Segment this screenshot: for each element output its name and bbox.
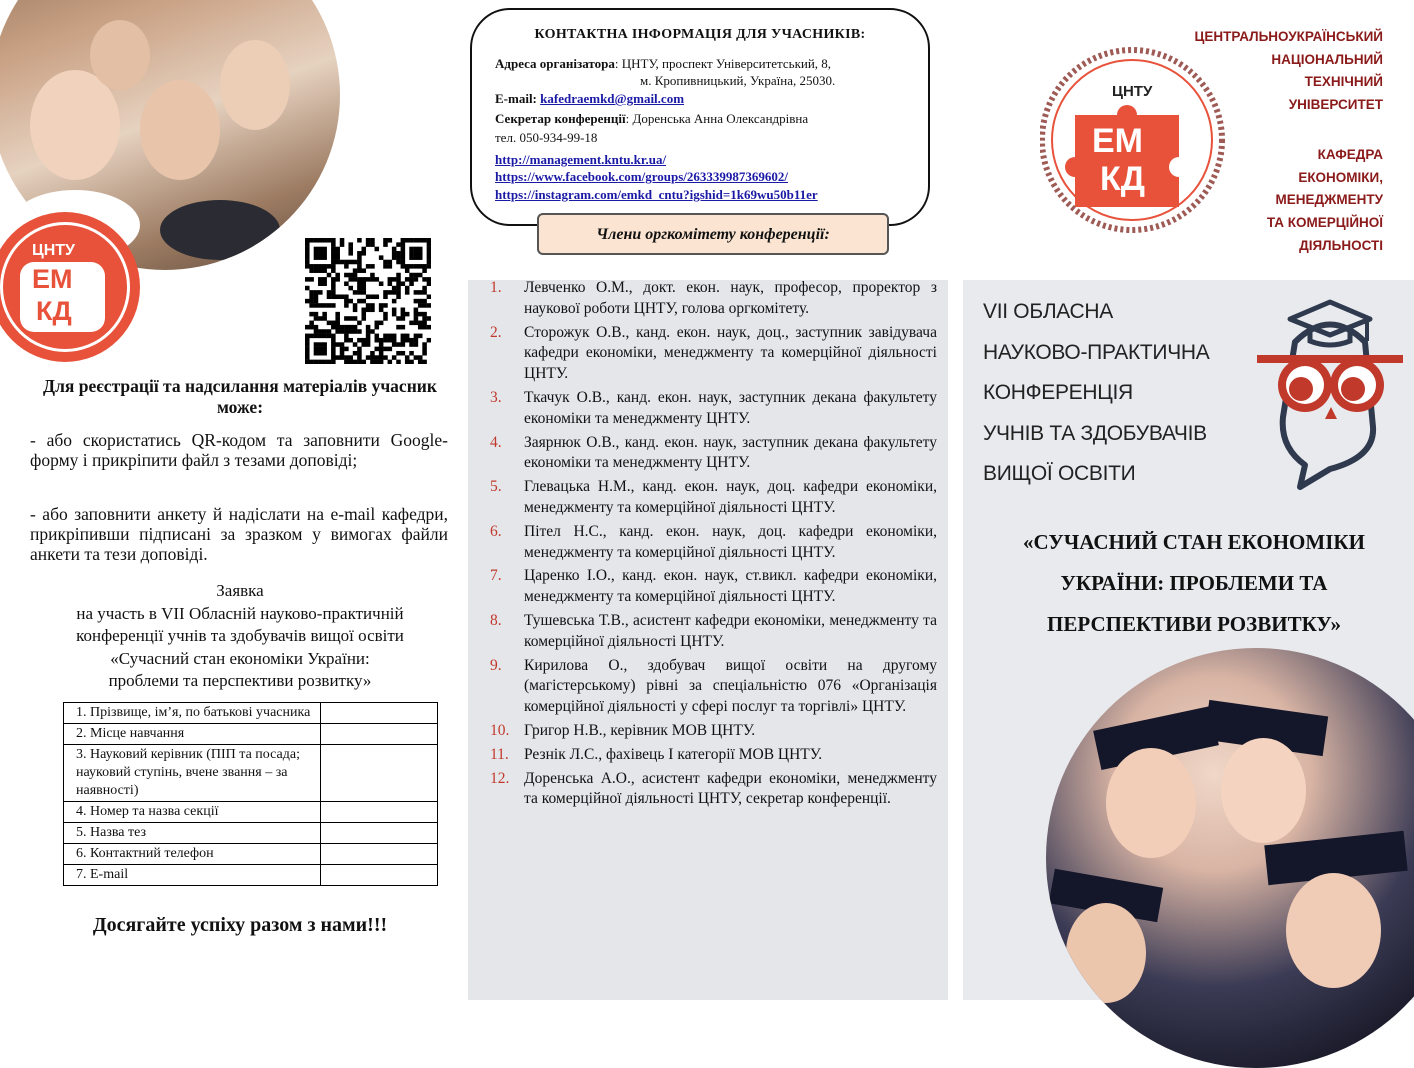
org-member-item [490,388,937,430]
member-text: Ткачук О.В., канд. екон. наук, заступник декана факультету економіки та менеджменту ЦНТУ. [524,388,937,427]
form-field-value[interactable] [321,745,438,802]
org-member-item [490,477,937,519]
emkd-logo-small: ЦНТУ ЕМ КД [0,212,140,362]
contact-secretary: Секретар конференції: Доренська Анна Олександрівна [495,111,809,126]
contact-phone: тел. 050-934-99-18 [495,130,598,145]
form-field-value[interactable] [321,865,438,886]
application-heading: Заявка на участь в VII Обласній науково-практичній конференції учнів та здобувачів вищої освіти «Сучасний стан економіки України: проблеми та перспективи розвитку» [76,581,404,690]
contact-title: КОНТАКТНА ІНФОРМАЦІЯ ДЛЯ УЧАСНИКІВ: [534,27,866,42]
contact-address: Адреса організатора: ЦНТУ, проспект Університетський, 8, [495,56,832,71]
member-number: 7. [490,567,502,585]
form-field-label: 7. E-mail [64,865,321,886]
member-number: 11. [490,745,509,763]
contact-email: E-mail: kafedraemkd@gmail.com [495,91,685,106]
form-field-value[interactable] [321,823,438,844]
conference-heading: VII ОБЛАСНА НАУКОВО-ПРАКТИЧНА КОНФЕРЕНЦІЯ УЧНІВ ТА ЗДОБУВАЧІВ ВИЩОЇ ОСВІТИ [983,300,1210,486]
member-text: Царенко І.О., канд. екон. наук, ст.викл. кафедри економіки, менеджменту та комерційної діяльності ЦНТУ. [524,567,937,606]
form-row [64,745,438,802]
member-number: 5. [490,478,502,496]
instagram-link[interactable]: https://instagram.com/emkd_cntu?igshid=1k69wu50b11er [495,187,818,202]
member-text: Кирилова О., здобувач вищої освіти на другому (магістерському) рівні за спеціальністю 076 «Організація комерційної діяльності у сфері послуг та торгівлі» ЦНТУ. [524,656,937,716]
form-field-value[interactable] [321,703,438,724]
member-text: Тушевська Т.В., асистент кафедри економіки, менеджменту та комерційної діяльності ЦНТУ. [524,611,937,650]
org-member-item [490,745,937,766]
email-link[interactable]: kafedraemkd@gmail.com [540,91,685,106]
form-row [64,865,438,886]
org-member-item [490,433,937,475]
qr-code[interactable] [305,238,431,364]
member-text: Пітел Н.С., канд. екон. наук, доц. кафедри економіки, менеджменту та комерційної діяльності ЦНТУ. [524,522,937,561]
application-form-table [63,702,438,886]
form-row [64,844,438,865]
member-number: 10. [490,721,510,739]
form-row [64,703,438,724]
org-committee-title: Члени оргкомітету конференції: [537,213,889,255]
org-member-item [490,522,937,564]
form-field-label: 3. Науковий керівник (ПІП та посада; науковий ступінь, вчене звання – за наявності) [64,745,321,802]
member-number: 4. [490,433,502,451]
university-name: ЦЕНТРАЛЬНОУКРАЇНСЬКИЙ НАЦІОНАЛЬНИЙ ТЕХНІЧНИЙ УНІВЕРСИТЕТ [1194,29,1383,113]
facebook-link[interactable]: https://www.facebook.com/groups/263339987369602/ [495,169,788,184]
member-text: Глевацька Н.М., канд. екон. наук, доц. кафедри економіки, менеджменту та комерційної діяльності ЦНТУ. [524,478,937,516]
form-row [64,823,438,844]
contact-address-city: м. Кропивницький, Україна, 25030. [640,73,836,88]
form-field-value[interactable] [321,724,438,745]
member-text: Левченко О.М., докт. екон. наук, професор, проректор з наукової роботи ЦНТУ, голова оргкомітету. [524,279,937,317]
member-text: Доренська А.О., асистент кафедри економіки, менеджменту та комерційної діяльності ЦНТУ, секретар конференції. [524,769,937,808]
form-field-label: 1. Прізвище, ім’я, по батькові учасника [64,703,321,724]
org-member-item [490,769,937,811]
org-member-item [490,566,937,608]
member-number: 3. [490,388,502,406]
registration-option-qr: - або скористатись QR-кодом та заповнити Google-форму і прикріпити файл з тезами доповіді; [30,430,448,470]
member-text: Сторожук О.В., канд. екон. наук, доц., заступник завідувача кафедри економіки, менеджменту та комерційної діяльності ЦНТУ. [524,323,937,383]
form-field-value[interactable] [321,844,438,865]
member-number: 12. [490,769,510,787]
org-member-item [490,656,937,718]
form-field-label: 4. Номер та назва секції [64,802,321,823]
form-field-label: 5. Назва тез [64,823,321,844]
org-committee-list [490,278,937,813]
member-text: Григор Н.В., керівник МОВ ЦНТУ. [524,721,756,739]
member-number: 9. [490,656,502,674]
conference-title: «СУЧАСНИЙ СТАН ЕКОНОМІКИ УКРАЇНИ: ПРОБЛЕМИ ТА ПЕРСПЕКТИВИ РОЗВИТКУ» [1023,530,1365,636]
form-field-label: 6. Контактний телефон [64,844,321,865]
member-number: 8. [490,611,502,629]
owl-graduate-icon [1255,297,1405,492]
svg-text:КД: КД [1100,160,1145,198]
member-text: Резнік Л.С., фахівець І категорії МОВ ЦНТУ. [524,745,823,763]
form-field-value[interactable] [321,802,438,823]
svg-text:ЦНТУ: ЦНТУ [1112,83,1153,100]
form-row [64,802,438,823]
registration-option-email: - або заповнити анкету й надіслати на e-mail кафедри, прикріпивши підписані за зразком у вимогах файли анкети та тези доповіді. [30,504,448,564]
department-name: КАФЕДРА ЕКОНОМІКИ, МЕНЕДЖМЕНТУ ТА КОМЕРЦІЙНОЇ ДІЯЛЬНОСТІ [1266,147,1383,253]
slogan: Досягайте успіху разом з нами!!! [92,914,388,936]
org-member-item [490,278,937,320]
member-number: 6. [490,522,502,540]
svg-text:ЕМ: ЕМ [1092,122,1143,160]
form-row [64,724,438,745]
registration-title: Для реєстрації та надсилання матеріалів учасник може: [43,376,437,417]
org-member-item [490,323,937,385]
member-number: 1. [490,279,502,296]
member-number: 2. [490,323,502,341]
org-member-item [490,611,937,653]
member-text: Заярнюк О.В., канд. екон. наук, заступник декана факультету економіки та менеджменту ЦНТУ. [524,433,937,472]
form-field-label: 2. Місце навчання [64,724,321,745]
org-member-item [490,721,937,742]
website-link[interactable]: http://management.kntu.kr.ua/ [495,152,667,167]
